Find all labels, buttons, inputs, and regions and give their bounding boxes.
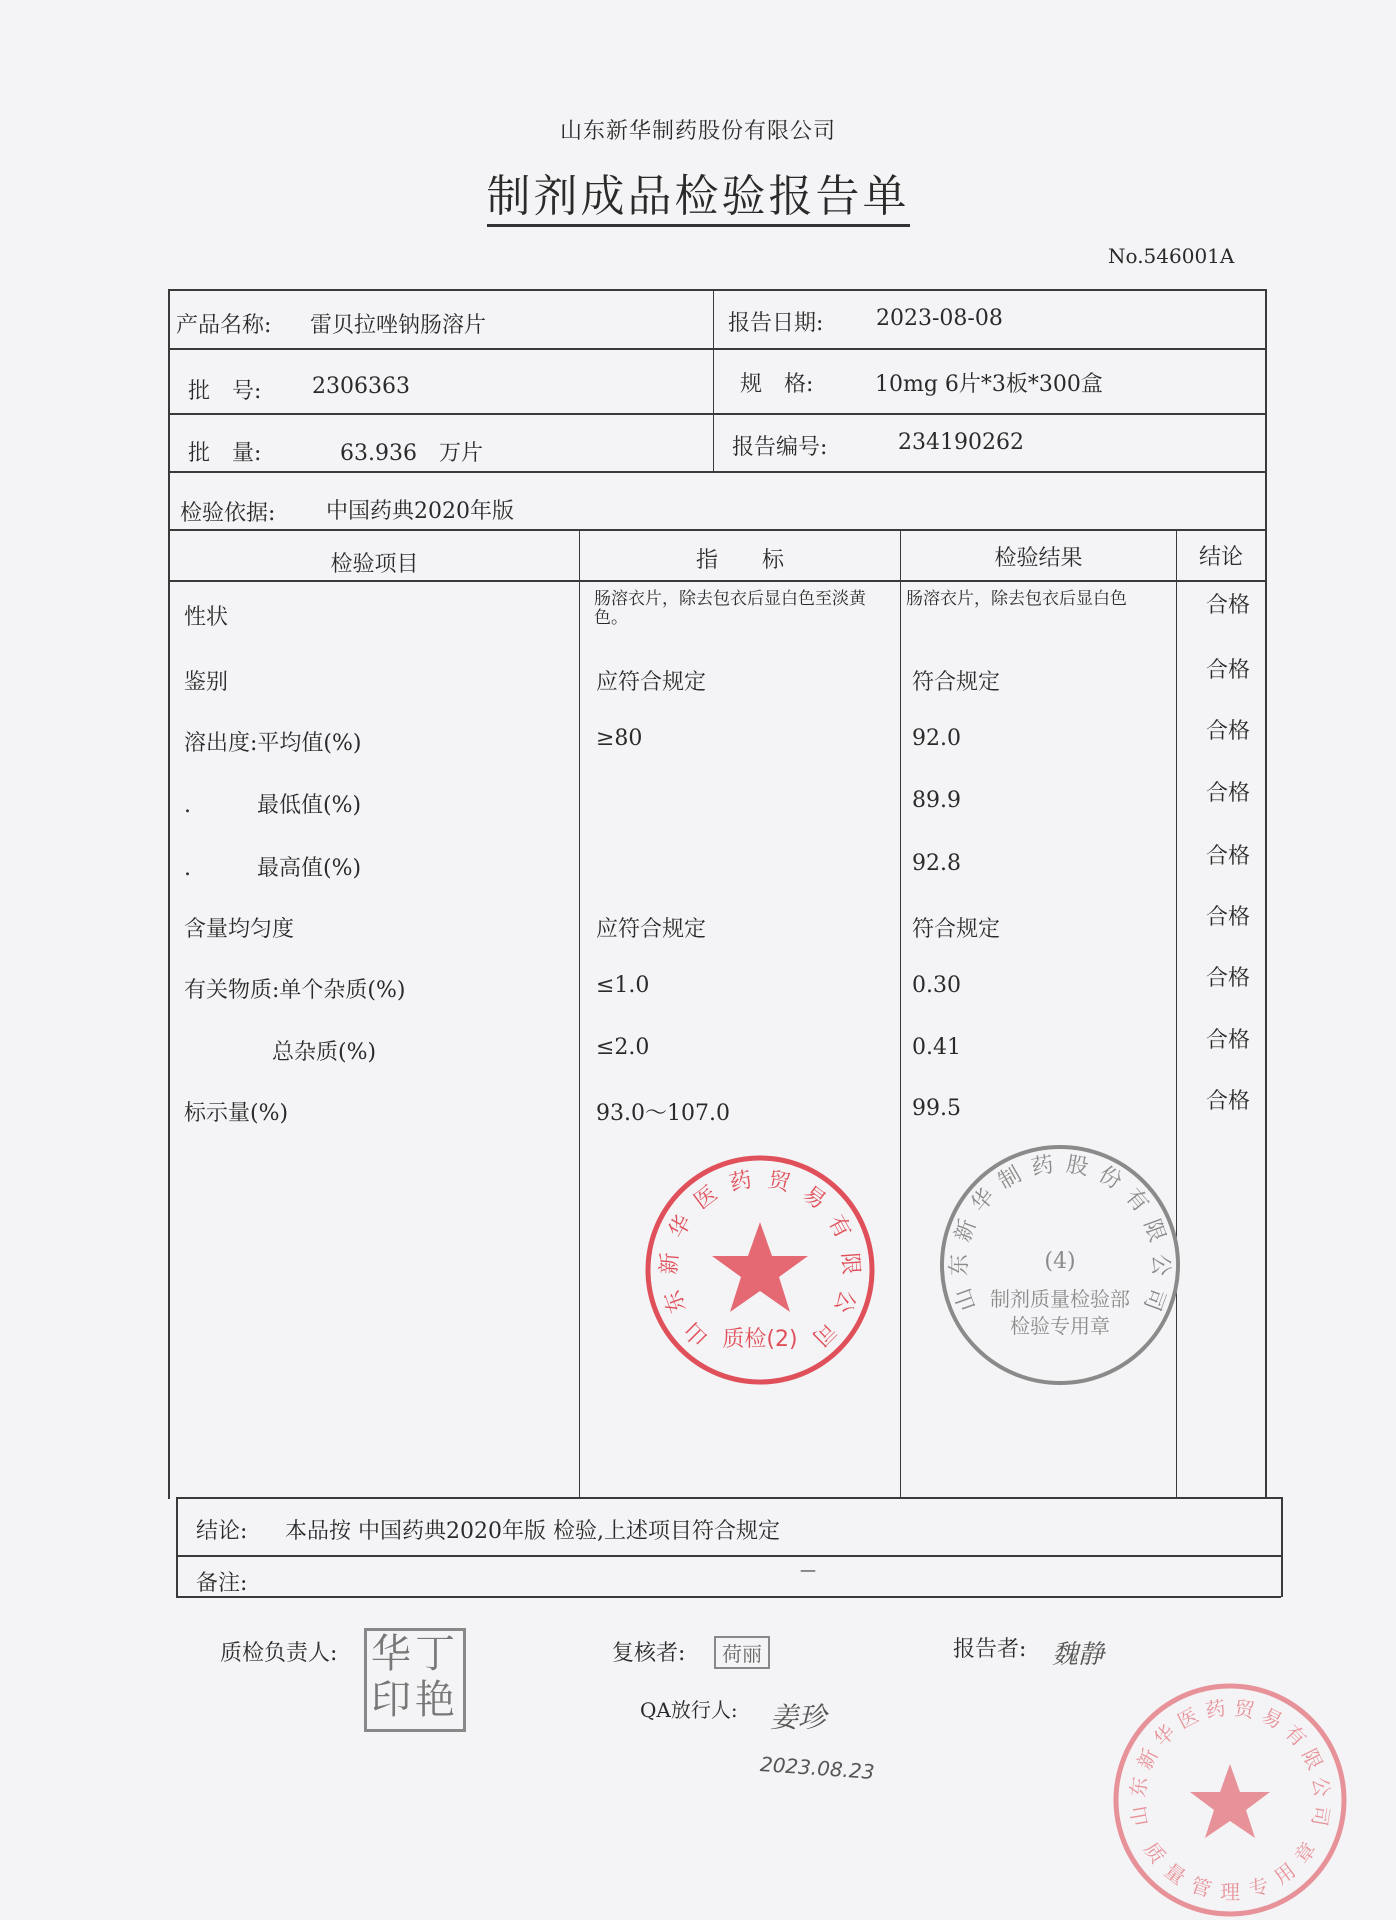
qc-head-seal: 华丁印艳 [364,1628,466,1732]
row-standard: ≤1.0 [596,973,650,998]
batch-no-value: 2306363 [312,374,410,399]
product-name-value: 雷贝拉唑钠肠溶片 [310,313,487,338]
stamp-char: 东 [947,1253,973,1277]
report-date-label: 报告日期: [728,311,824,336]
row-item: 有关物质:单个杂质(%) [184,978,406,1003]
row-conclusion: 合格 [1206,719,1251,744]
header-item: 检验项目 [330,552,419,577]
stamp-char: 公 [828,1286,860,1317]
stamp-char: 易 [797,1181,831,1215]
star-icon [712,1222,808,1312]
report-date-value: 2023-08-08 [876,306,1003,331]
stamp-char: 贸 [1232,1695,1257,1723]
document-number: No.546001A [1108,244,1235,268]
report-number-value: 234190262 [898,430,1024,455]
divider [168,289,1265,291]
stamp-number: (4) [1044,1249,1076,1274]
reviewer-label: 复核者: [612,1641,686,1666]
stamp-char: 药 [1029,1152,1056,1181]
row-conclusion: 合格 [1206,905,1251,930]
remarks-value: — [800,1560,816,1579]
divider [168,348,1265,350]
remarks-label: 备注: [196,1571,248,1596]
divider [1281,1497,1283,1597]
stamp-char: 有 [822,1211,856,1243]
stamp-char: 份 [1094,1162,1126,1195]
stamp-char: 贸 [765,1167,793,1197]
qa-release-label: QA放行人: [640,1698,738,1722]
row-item: 鉴别 [184,670,229,695]
stamp-char: 理 [1220,1880,1240,1904]
qc-head-label: 质检负责人: [220,1641,338,1666]
stamp-char: 制 [994,1162,1026,1195]
row-result: 符合规定 [912,917,1001,942]
report-title-text: 制剂成品检验报告单 [487,171,910,227]
stamp-char: 药 [1203,1695,1228,1723]
stamp-char: 华 [1148,1719,1180,1752]
row-item: 溶出度:平均值(%) [184,731,362,756]
divider [176,1497,178,1597]
stamp-char: 用 [1269,1858,1301,1890]
row-item: 性状 [184,605,229,630]
stamp-char: 有 [1119,1184,1154,1218]
row-item: 标示量(%) [184,1101,289,1126]
spec-value: 10mg 6片*3板*300盒 [875,372,1103,397]
stamp-char: 医 [1173,1702,1203,1734]
basis-value: 中国药典2020年版 [326,499,514,524]
basis-label: 检验依据: [180,501,276,526]
stamp-char: 山 [679,1316,714,1351]
quality-management-stamp [1110,1680,1350,1920]
row-result: 92.0 [912,726,961,751]
reviewer-seal: 荷丽 [714,1636,770,1669]
stamp-char: 量 [1159,1858,1191,1890]
header-conclusion: 结论 [1198,545,1243,570]
conclusion-text: 本品按 中国药典2020年版 检验,上述项目符合规定 [285,1519,780,1544]
stamp-char: 司 [1307,1804,1335,1828]
stamp-char: 限 [1297,1744,1328,1774]
stamp-char: 易 [1257,1702,1287,1734]
product-name-label: 产品名称: [176,313,272,338]
spec-label: 规 格: [740,372,814,397]
row-standard: 肠溶衣片，除去包衣后显白色至淡黄色。 [594,589,866,628]
row-conclusion: 合格 [1206,966,1251,991]
row-standard: ≥80 [596,726,643,751]
stamp-char: 司 [1138,1284,1170,1314]
row-conclusion: 合格 [1206,781,1251,806]
row-item: . 最高值(%) [184,856,362,881]
stamp-char: 华 [664,1211,698,1243]
reporter-label: 报告者: [953,1637,1027,1662]
divider [176,1497,1281,1499]
header-result: 检验结果 [994,546,1083,571]
row-conclusion: 合格 [1206,1089,1251,1114]
batch-qty-label: 批 量: [188,441,262,466]
qa-release-date: 2023.08.23 [759,1752,876,1784]
row-standard: 应符合规定 [596,917,707,942]
divider [168,289,170,1499]
row-item: 含量均匀度 [184,917,295,942]
row-item: . 最低值(%) [184,793,362,818]
row-item: 总杂质(%) [184,1040,377,1065]
stamp-char: 东 [1125,1775,1153,1799]
divider [176,1555,1281,1557]
row-result: 符合规定 [912,670,1001,695]
grey-inspection-stamp [935,1140,1185,1390]
batch-qty-value: 63.936 万片 [340,441,483,466]
row-conclusion: 合格 [1206,593,1251,618]
stamp-char: 山 [950,1284,982,1314]
divider [713,289,714,471]
stamp-char: 质 [1139,1837,1171,1868]
stamp-char: 司 [806,1316,841,1351]
batch-no-label: 批 号: [188,379,262,404]
stamp-line-2: 检验专用章 [1010,1314,1110,1338]
divider [579,529,580,1497]
stamp-char: 新 [1132,1744,1163,1774]
stamp-char: 限 [836,1251,864,1276]
row-conclusion: 合格 [1206,844,1251,869]
header-standard: 指 标 [695,548,784,573]
conclusion-label: 结论: [196,1519,248,1544]
company-name: 山东新华制药股份有限公司 [559,119,836,144]
row-result: 89.9 [912,788,961,813]
row-result: 99.5 [912,1096,961,1121]
row-standard: 93.0～107.0 [596,1101,730,1126]
divider [176,1596,1281,1598]
divider [168,529,1265,531]
divider [1265,289,1267,1499]
row-result: 0.30 [912,973,961,998]
stamp-char: 新 [656,1251,684,1276]
stamp-char: 药 [727,1167,755,1197]
row-result: 92.8 [912,851,961,876]
row-conclusion: 合格 [1206,1028,1251,1053]
stamp-line-1: 制剂质量检验部 [990,1287,1130,1311]
divider [900,529,901,1497]
row-result: 肠溶衣片，除去包衣后显白色 [906,589,1127,609]
stamp-char: 山 [1125,1804,1153,1828]
stamp-char: 有 [1280,1719,1312,1752]
stamp-char: 公 [1307,1775,1335,1799]
stamp-char: 公 [1147,1253,1173,1277]
stamp-char: 管 [1187,1872,1215,1902]
row-result: 0.41 [912,1035,961,1060]
stamp-char: 华 [966,1184,1001,1218]
reporter-signature: 魏静 [1052,1640,1105,1670]
divider [168,471,1265,473]
stamp-char: 医 [689,1181,723,1215]
row-conclusion: 合格 [1206,658,1251,683]
stamp-char: 章 [1289,1837,1321,1868]
stamp-char: 专 [1245,1872,1273,1902]
divider [168,580,1265,582]
stamp-char: 东 [660,1286,692,1317]
stamp-char: 股 [1064,1152,1091,1181]
row-standard: ≤2.0 [596,1035,650,1060]
red-company-stamp [640,1150,880,1390]
report-number-label: 报告编号: [732,435,828,460]
stamp-char: 新 [950,1216,982,1246]
qa-release-signature: 姜珍 [770,1701,827,1734]
stamp-char: 限 [1138,1216,1170,1246]
divider [168,413,1265,415]
star-icon [1190,1764,1270,1838]
stamp-inner-text: 质检(2) [722,1327,798,1352]
report-title [0,160,1396,224]
row-standard: 应符合规定 [596,670,707,695]
